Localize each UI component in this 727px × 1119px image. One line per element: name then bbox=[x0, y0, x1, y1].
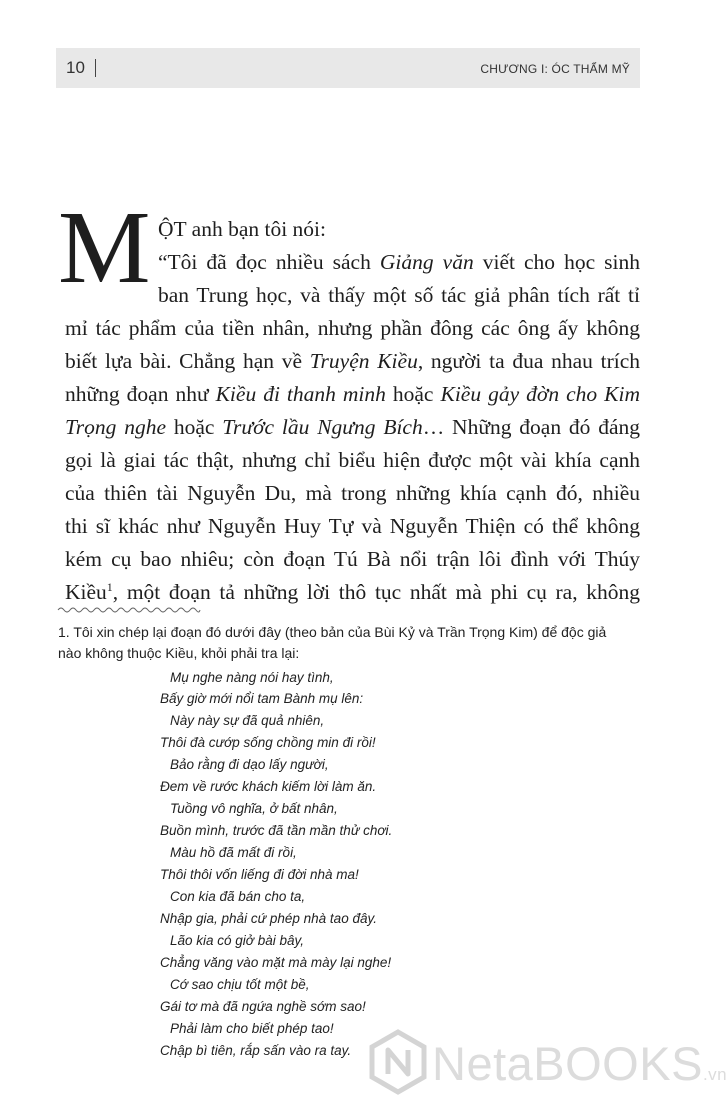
body-line-3: ban Trung học, và thấy một số tác giả phân tích rất tỉ bbox=[158, 283, 640, 307]
footnote-line-1: 1. Tôi xin chép lại đoạn đó dưới đây (theo bản của Bùi Kỷ và Trần Trọng Kim) để độc giả bbox=[58, 624, 607, 640]
poem-line: Bảo rằng đi dạo lấy người, bbox=[170, 757, 329, 772]
poem-line: Phải làm cho biết phép tao! bbox=[170, 1021, 334, 1036]
body-line-12: Kiều$^1$, một đoạn tả những lời thô tục nhất mà phi cụ ra, không bbox=[65, 580, 640, 605]
poem-line: Con kia đã bán cho ta, bbox=[170, 889, 306, 904]
poem-line: Nhập gia, phải cứ phép nhà tao đây. bbox=[160, 911, 377, 926]
body-line-6: những đoạn như Kiều đi thanh minh hoặc Kiều gảy đờn cho Kim bbox=[65, 382, 640, 406]
poem-line: Thôi thôi vốn liếng đi đời nhà ma! bbox=[160, 867, 359, 882]
poem-line: Này này sự đã quả nhiên, bbox=[170, 713, 325, 728]
page-number: 10 bbox=[66, 58, 85, 77]
netabooks-logo-icon bbox=[369, 1030, 427, 1094]
poem-line: Tuồng vô nghĩa, ở bất nhân, bbox=[170, 801, 338, 816]
footnote-line-2: nào không thuộc Kiều, khỏi phải tra lại: bbox=[58, 645, 300, 661]
body-line-9: của thiên tài Nguyễn Du, mà trong những khía cạnh đó, nhiều bbox=[65, 481, 640, 505]
body-line-4: mỉ tác phẩm của tiền nhân, nhưng phần đông các ông ấy không bbox=[65, 316, 640, 340]
footnote-marker: 1 bbox=[106, 580, 113, 594]
poem-line: Màu hồ đã mất đi rồi, bbox=[170, 845, 297, 860]
body-line-2: “Tôi đã đọc nhiều sách Giảng văn viết cho học sinh bbox=[158, 250, 640, 274]
poem-line: Chẳng văng vào mặt mà mày lại nghe! bbox=[160, 955, 392, 970]
poem-line: Bấy giờ mới nổi tam Bành mụ lên: bbox=[160, 691, 364, 706]
poem-line: Mụ nghe nàng nói hay tình, bbox=[170, 670, 334, 685]
body-line-10: thi sĩ khác như Nguyễn Huy Tự và Nguyễn Thiện có thể không bbox=[65, 514, 640, 538]
footnote-separator bbox=[58, 606, 200, 614]
poem-line: Gái tơ mà đã ngứa nghề sớm sao! bbox=[160, 999, 366, 1014]
body-line-1: ỘT anh bạn tôi nói: bbox=[158, 217, 327, 241]
drop-cap: M bbox=[58, 190, 151, 305]
poem-line: Chập bì tiên, rắp sấn vào ra tay. bbox=[160, 1043, 352, 1058]
poem-line: Đem về rước khách kiếm lời làm ăn. bbox=[160, 779, 377, 794]
poem-line: Cớ sao chịu tốt một bề, bbox=[170, 977, 310, 992]
body-line-11: kém cụ bao nhiêu; còn đoạn Tú Bà nổi trận lôi đình với Thúy bbox=[65, 547, 640, 571]
body-line-7: Trọng nghe hoặc Trước lầu Ngưng Bích… Những đoạn đó đáng bbox=[65, 415, 640, 439]
header-divider bbox=[95, 59, 96, 77]
poem-line: Buồn mình, trước đã tần mần thử chơi. bbox=[160, 823, 393, 838]
body-line-8: gọi là giai tác thật, nhưng chỉ biểu hiện được một vài khía cạnh bbox=[65, 448, 640, 472]
poem-line: Thôi đà cướp sống chồng min đi rồi! bbox=[160, 735, 376, 750]
body-line-5: biết lựa bài. Chẳng hạn về Truyện Kiều, người ta đua nhau trích bbox=[65, 349, 640, 373]
chapter-title: CHƯƠNG I: ÓC THẨM MỸ bbox=[480, 62, 630, 76]
watermark-brand: NetaBOOKS.vn bbox=[432, 1037, 727, 1090]
poem-line: Lão kia có giở bài bây, bbox=[170, 933, 304, 948]
